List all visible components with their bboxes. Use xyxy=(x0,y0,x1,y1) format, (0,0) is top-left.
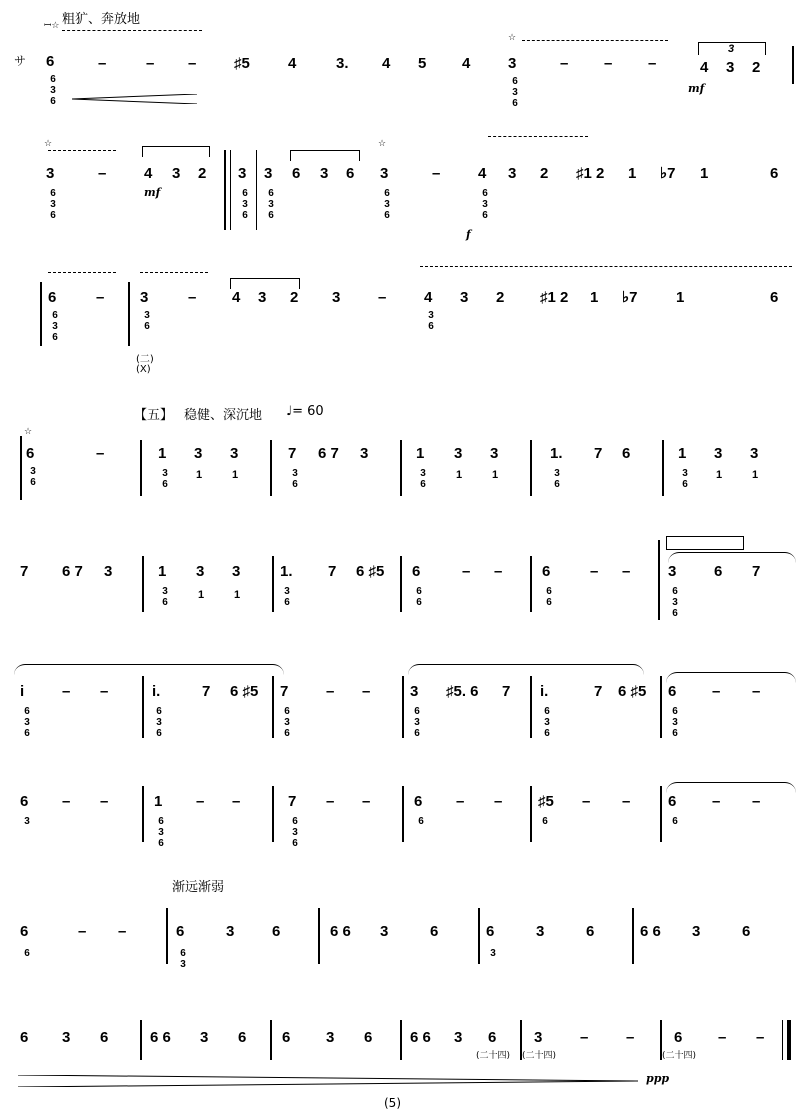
page-number: (5) xyxy=(384,1096,401,1110)
note-r6-16: 6 xyxy=(668,683,677,700)
chord-r3-3: 3 6 xyxy=(144,310,150,332)
barline-r4-4 xyxy=(530,440,532,496)
note-r3-6: 3 xyxy=(258,289,267,306)
barline-r7-4 xyxy=(530,786,532,842)
chord-r7-13: 6 xyxy=(542,816,548,827)
slur-r6-b xyxy=(408,664,644,675)
chord-r7-10: 6 xyxy=(418,816,424,827)
chord-r5-10: 6 6 xyxy=(416,586,422,608)
paren-2: (二) xyxy=(136,354,154,365)
note-r1-8: 4 xyxy=(382,55,391,72)
chord-r6-7: 6 3 6 xyxy=(284,706,290,739)
sub-r4-4: 1 xyxy=(196,469,203,481)
note-r6-8: – xyxy=(326,683,335,700)
arpeggio-up xyxy=(230,150,231,230)
harmonic-dash-r3c xyxy=(420,266,792,267)
note-r8-3: – xyxy=(118,923,127,940)
note-r2-9: 3 xyxy=(320,165,329,182)
sub-r5-6: 1 xyxy=(234,589,241,601)
note-r5-18: 7 xyxy=(752,563,761,580)
note-r7-9: – xyxy=(362,793,371,810)
note-r5-1: 7 xyxy=(20,563,29,580)
note-r6-2: – xyxy=(62,683,71,700)
note-r3-9: – xyxy=(378,289,387,306)
note-r9-5: 3 xyxy=(200,1029,209,1046)
note-r8-7: 6 6 xyxy=(330,923,351,940)
note-r2-4: 3 xyxy=(172,165,181,182)
note-r6-17: – xyxy=(712,683,721,700)
note-r5-17: 6 xyxy=(714,563,723,580)
sub-r4-17: 1 xyxy=(752,469,759,481)
barline-r8-3 xyxy=(478,908,480,964)
sub-r4-11: 1 xyxy=(492,469,499,481)
barline-r7-5 xyxy=(660,786,662,842)
note-r8-8: 3 xyxy=(380,923,389,940)
chord-r7-4: 6 3 6 xyxy=(158,816,164,849)
sub-r4-16: 1 xyxy=(716,469,723,481)
note-r2-10: 6 xyxy=(346,165,355,182)
chord-r3-1: 6 3 6 xyxy=(52,310,58,343)
note-r1-3: – xyxy=(146,55,155,72)
note-r7-13: ♯5 xyxy=(538,793,554,810)
chord-r4-15: 3 6 xyxy=(682,468,688,490)
paren-24-c: (二十四) xyxy=(662,1051,697,1061)
note-r9-17: – xyxy=(718,1029,727,1046)
note-r9-2: 3 xyxy=(62,1029,71,1046)
note-r4-1: 6 xyxy=(26,445,35,462)
note-r2-13: 4 xyxy=(478,165,487,182)
note-r6-5: 7 xyxy=(202,683,211,700)
triplet-bracket-r2b xyxy=(290,150,360,161)
chord-r7-7: 6 3 6 xyxy=(292,816,298,849)
note-r2-12: – xyxy=(432,165,441,182)
barline-r7-1 xyxy=(142,786,144,842)
paren-24-a: (二十四) xyxy=(476,1051,511,1061)
note-r4-13: 7 xyxy=(594,445,603,462)
harmonic-mark-r1b: ☆ xyxy=(508,33,517,43)
note-r7-18: – xyxy=(752,793,761,810)
note-r9-9: 6 xyxy=(364,1029,373,1046)
chord-r6-10: 6 3 6 xyxy=(414,706,420,739)
note-r5-4: 1 xyxy=(158,563,167,580)
dynamic-f: f xyxy=(466,228,471,241)
chord-r4-3: 3 6 xyxy=(162,468,168,490)
barline-r8-1 xyxy=(166,908,168,964)
note-r3-3: 3 xyxy=(140,289,149,306)
note-r7-4: 1 xyxy=(154,793,163,810)
barline-r6-2 xyxy=(272,676,274,738)
note-r7-14: – xyxy=(582,793,591,810)
note-r3-15: ♭7 xyxy=(622,289,638,306)
harmonic-dash-r2b xyxy=(488,136,588,137)
note-r6-14: 7 xyxy=(594,683,603,700)
note-r4-7: 6 7 xyxy=(318,445,339,462)
note-r7-10: 6 xyxy=(414,793,423,810)
crescendo-hairpin xyxy=(72,89,197,99)
note-r4-5: 3 xyxy=(230,445,239,462)
note-r9-3: 6 xyxy=(100,1029,109,1046)
note-r5-11: – xyxy=(462,563,471,580)
barline-r5-5 xyxy=(658,540,660,620)
note-r2-5: 2 xyxy=(198,165,207,182)
note-r5-15: – xyxy=(622,563,631,580)
note-r9-18: – xyxy=(756,1029,765,1046)
note-r3-4: – xyxy=(188,289,197,306)
note-r7-8: – xyxy=(326,793,335,810)
note-r7-16: 6 xyxy=(668,793,677,810)
note-r7-7: 7 xyxy=(288,793,297,810)
section-label: 【五】 xyxy=(134,408,174,423)
barline-r9-2 xyxy=(270,1020,272,1060)
note-r6-1: i xyxy=(20,683,25,700)
note-r3-5: 4 xyxy=(232,289,241,306)
note-r4-16: 3 xyxy=(714,445,723,462)
barline-r4-1 xyxy=(140,440,142,496)
paren-24-b: (二十四) xyxy=(522,1051,557,1061)
note-r2-3: 4 xyxy=(144,165,153,182)
harmonic-dash-r3b xyxy=(140,272,208,273)
note-r1-5: ♯5 xyxy=(234,55,250,72)
note-r3-7: 2 xyxy=(290,289,299,306)
barline-r6-5 xyxy=(660,676,662,738)
chord-r6-4: 6 3 6 xyxy=(156,706,162,739)
sub-r4-10: 1 xyxy=(456,469,463,481)
note-r7-1: 6 xyxy=(20,793,29,810)
chord-r5-16: 6 3 6 xyxy=(672,586,678,619)
note-r2-2: – xyxy=(98,165,107,182)
prefix-sa: サ xyxy=(14,54,27,68)
barline-r6-1 xyxy=(142,676,144,738)
note-r1-17: 2 xyxy=(752,59,761,76)
barline-r5-3 xyxy=(400,556,402,612)
note-r7-3: – xyxy=(100,793,109,810)
slur-r7 xyxy=(666,782,796,793)
note-r8-11: 3 xyxy=(536,923,545,940)
note-r4-3: 1 xyxy=(158,445,167,462)
dynamic-ppp: ppp xyxy=(646,1072,670,1085)
tempo-dash-line xyxy=(62,30,202,31)
chord-r4-1: 3 6 xyxy=(30,466,36,488)
note-r6-3: – xyxy=(100,683,109,700)
note-r7-11: – xyxy=(456,793,465,810)
harmonic-dash-r2a xyxy=(48,150,116,151)
note-r5-14: – xyxy=(590,563,599,580)
note-r3-17: 6 xyxy=(770,289,779,306)
slur-r6-c xyxy=(666,672,796,683)
note-r7-2: – xyxy=(62,793,71,810)
note-r1-10: 4 xyxy=(462,55,471,72)
chord-r1-1: 6 3 6 xyxy=(50,74,56,107)
harmonic-dash-r1 xyxy=(522,40,668,41)
chord-r2-1: 6 3 6 xyxy=(50,188,56,221)
note-r7-6: – xyxy=(232,793,241,810)
note-r9-1: 6 xyxy=(20,1029,29,1046)
tempo-text-2: 稳健、深沉地 xyxy=(184,408,263,423)
triplet-bracket-r3 xyxy=(230,278,300,289)
tempo-text-1: 粗犷、奔放地 xyxy=(62,12,141,27)
note-r3-11: 3 xyxy=(460,289,469,306)
chord-r5-7: 3 6 xyxy=(284,586,290,608)
note-r8-4: 6 xyxy=(176,923,185,940)
note-r8-5: 3 xyxy=(226,923,235,940)
chord-r8-1: 6 xyxy=(24,948,30,959)
note-r4-9: 1 xyxy=(416,445,425,462)
chord-r6-13: 6 3 6 xyxy=(544,706,550,739)
note-r1-7: 3. xyxy=(336,55,349,72)
dynamic-mf-1: mf xyxy=(688,82,705,95)
chord-r6-1: 6 3 6 xyxy=(24,706,30,739)
note-r2-19: 1 xyxy=(700,165,709,182)
note-r6-18: – xyxy=(752,683,761,700)
note-r8-1: 6 xyxy=(20,923,29,940)
note-r2-15: 2 xyxy=(540,165,549,182)
note-r6-4: i. xyxy=(152,683,161,700)
barline-r3-0 xyxy=(40,282,42,346)
barline-r9-1 xyxy=(140,1020,142,1060)
note-r8-6: 6 xyxy=(272,923,281,940)
note-r8-15: 6 xyxy=(742,923,751,940)
barline-r6-4 xyxy=(530,676,532,738)
note-r2-16: ♯1 2 xyxy=(576,165,605,182)
note-r7-12: – xyxy=(494,793,503,810)
chord-r4-9: 3 6 xyxy=(420,468,426,490)
note-r3-2: – xyxy=(96,289,105,306)
fade-text: 渐远渐弱 xyxy=(172,880,225,895)
note-r1-2: – xyxy=(98,55,107,72)
note-r6-12: 7 xyxy=(502,683,511,700)
note-r5-7: 1. xyxy=(280,563,293,580)
note-r6-9: – xyxy=(362,683,371,700)
final-barline-thin xyxy=(782,1020,783,1060)
barline-r7-2 xyxy=(272,786,274,842)
note-r3-13: ♯1 2 xyxy=(540,289,569,306)
note-r6-6: 6 ♯5 xyxy=(230,683,259,700)
note-r5-16: 3 xyxy=(668,563,677,580)
note-r9-4: 6 6 xyxy=(150,1029,171,1046)
harmonic-mark-r2: ☆ xyxy=(44,139,53,149)
decrescendo-hairpin xyxy=(18,1072,638,1084)
note-r2-7: 3 xyxy=(264,165,273,182)
note-r7-5: – xyxy=(196,793,205,810)
note-r6-10: 3 xyxy=(410,683,419,700)
slur-r5 xyxy=(668,552,796,563)
note-r1-13: – xyxy=(604,55,613,72)
note-r3-12: 2 xyxy=(496,289,505,306)
barline-r9-3 xyxy=(400,1020,402,1060)
note-r1-16: 3 xyxy=(726,59,735,76)
barline-r1-end xyxy=(792,46,794,84)
note-r1-14: – xyxy=(648,55,657,72)
note-r5-3: 3 xyxy=(104,563,113,580)
note-r2-8: 6 xyxy=(292,165,301,182)
note-r1-12: – xyxy=(560,55,569,72)
note-r9-15: – xyxy=(626,1029,635,1046)
note-r9-7: 6 xyxy=(282,1029,291,1046)
note-r5-5: 3 xyxy=(196,563,205,580)
barline-r6-3 xyxy=(402,676,404,738)
note-r7-15: – xyxy=(622,793,631,810)
note-r3-1: 6 xyxy=(48,289,57,306)
note-r5-6: 3 xyxy=(232,563,241,580)
note-r3-14: 1 xyxy=(590,289,599,306)
barline-r5-1 xyxy=(142,556,144,612)
chord-r3-10: 3 6 xyxy=(428,310,434,332)
harmonic-box-r5 xyxy=(666,536,744,550)
note-r2-1: 3 xyxy=(46,165,55,182)
note-r4-15: 1 xyxy=(678,445,687,462)
chord-r5-13: 6 6 xyxy=(546,586,552,608)
barline-r7-3 xyxy=(402,786,404,842)
chord-r2-7: 6 3 6 xyxy=(268,188,274,221)
note-r4-12: 1. xyxy=(550,445,563,462)
harmonic-mark: ꟷ☆ xyxy=(44,21,60,31)
note-r8-2: – xyxy=(78,923,87,940)
note-r6-11: ♯5. 6 xyxy=(446,683,479,700)
note-r5-13: 6 xyxy=(542,563,551,580)
dynamic-mf-2: mf xyxy=(144,186,161,199)
triplet-3-r1: 3 xyxy=(728,43,735,55)
chord-r2-11: 6 3 6 xyxy=(384,188,390,221)
note-r6-13: i. xyxy=(540,683,549,700)
note-r8-10: 6 xyxy=(486,923,495,940)
note-r1-9: 5 xyxy=(418,55,427,72)
note-r5-12: – xyxy=(494,563,503,580)
chord-r8-4: 6 3 xyxy=(180,948,186,970)
note-r6-15: 6 ♯5 xyxy=(618,683,647,700)
note-r2-18: ♭7 xyxy=(660,165,676,182)
note-r3-10: 4 xyxy=(424,289,433,306)
note-r4-11: 3 xyxy=(490,445,499,462)
note-r8-12: 6 xyxy=(586,923,595,940)
note-r7-17: – xyxy=(712,793,721,810)
note-r9-13: 3 xyxy=(534,1029,543,1046)
harmonic-mark-r2b: ☆ xyxy=(378,139,387,149)
note-r6-7: 7 xyxy=(280,683,289,700)
chord-r2-13: 6 3 6 xyxy=(482,188,488,221)
note-r2-20: 6 xyxy=(770,165,779,182)
note-r9-6: 6 xyxy=(238,1029,247,1046)
note-r4-17: 3 xyxy=(750,445,759,462)
harmonic-dash-r3a xyxy=(48,272,116,273)
note-r3-8: 3 xyxy=(332,289,341,306)
note-r2-14: 3 xyxy=(508,165,517,182)
note-r4-2: – xyxy=(96,445,105,462)
paren-x: (X) xyxy=(136,364,151,375)
chord-r4-6: 3 6 xyxy=(292,468,298,490)
note-r1-15: 4 xyxy=(700,59,709,76)
chord-r7-1: 3 xyxy=(24,816,30,827)
metronome-mark: ♩= 60 xyxy=(286,404,324,419)
chord-r1-11: 6 3 6 xyxy=(512,76,518,109)
note-r9-11: 3 xyxy=(454,1029,463,1046)
barline-r4-0 xyxy=(20,436,22,500)
note-r1-4: – xyxy=(188,55,197,72)
barline-r4-3 xyxy=(400,440,402,496)
note-r5-8: 7 xyxy=(328,563,337,580)
note-r9-12: 6 xyxy=(488,1029,497,1046)
note-r9-14: – xyxy=(580,1029,589,1046)
slur-r6-a xyxy=(14,664,284,675)
note-r1-11: 3 xyxy=(508,55,517,72)
barline-r5-2 xyxy=(272,556,274,612)
note-r5-10: 6 xyxy=(412,563,421,580)
arpeggio-down xyxy=(256,150,257,230)
sub-r5-5: 1 xyxy=(198,589,205,601)
barline-r8-2 xyxy=(318,908,320,964)
note-r8-14: 3 xyxy=(692,923,701,940)
note-r2-11: 3 xyxy=(380,165,389,182)
note-r9-10: 6 6 xyxy=(410,1029,431,1046)
note-r8-13: 6 6 xyxy=(640,923,661,940)
barline-r5-4 xyxy=(530,556,532,612)
note-r4-8: 3 xyxy=(360,445,369,462)
note-r4-14: 6 xyxy=(622,445,631,462)
chord-r6-16: 6 3 6 xyxy=(672,706,678,739)
chord-r4-12: 3 6 xyxy=(554,468,560,490)
barline-r4-5 xyxy=(662,440,664,496)
barline-r4-2 xyxy=(270,440,272,496)
note-r8-9: 6 xyxy=(430,923,439,940)
chord-r5-4: 3 6 xyxy=(162,586,168,608)
chord-r8-10: 3 xyxy=(490,948,496,959)
note-r4-6: 7 xyxy=(288,445,297,462)
note-r2-6: 3 xyxy=(238,165,247,182)
sub-r4-5: 1 xyxy=(232,469,239,481)
note-r5-9: 6 ♯5 xyxy=(356,563,385,580)
chord-r2-6: 6 3 6 xyxy=(242,188,248,221)
note-r4-10: 3 xyxy=(454,445,463,462)
note-r9-8: 3 xyxy=(326,1029,335,1046)
note-r2-17: 1 xyxy=(628,165,637,182)
note-r9-16: 6 xyxy=(674,1029,683,1046)
barline-r2-1 xyxy=(224,150,226,230)
note-r5-2: 6 7 xyxy=(62,563,83,580)
chord-r7-16: 6 xyxy=(672,816,678,827)
triplet-bracket-r2a xyxy=(142,146,210,157)
note-r3-16: 1 xyxy=(676,289,685,306)
harmonic-mark-r4: ☆ xyxy=(24,427,33,437)
note-r1-6: 4 xyxy=(288,55,297,72)
barline-r8-4 xyxy=(632,908,634,964)
barline-r3-1 xyxy=(128,282,130,346)
final-barline-thick xyxy=(787,1020,791,1060)
note-r1-1: 6 xyxy=(46,53,55,70)
note-r4-4: 3 xyxy=(194,445,203,462)
